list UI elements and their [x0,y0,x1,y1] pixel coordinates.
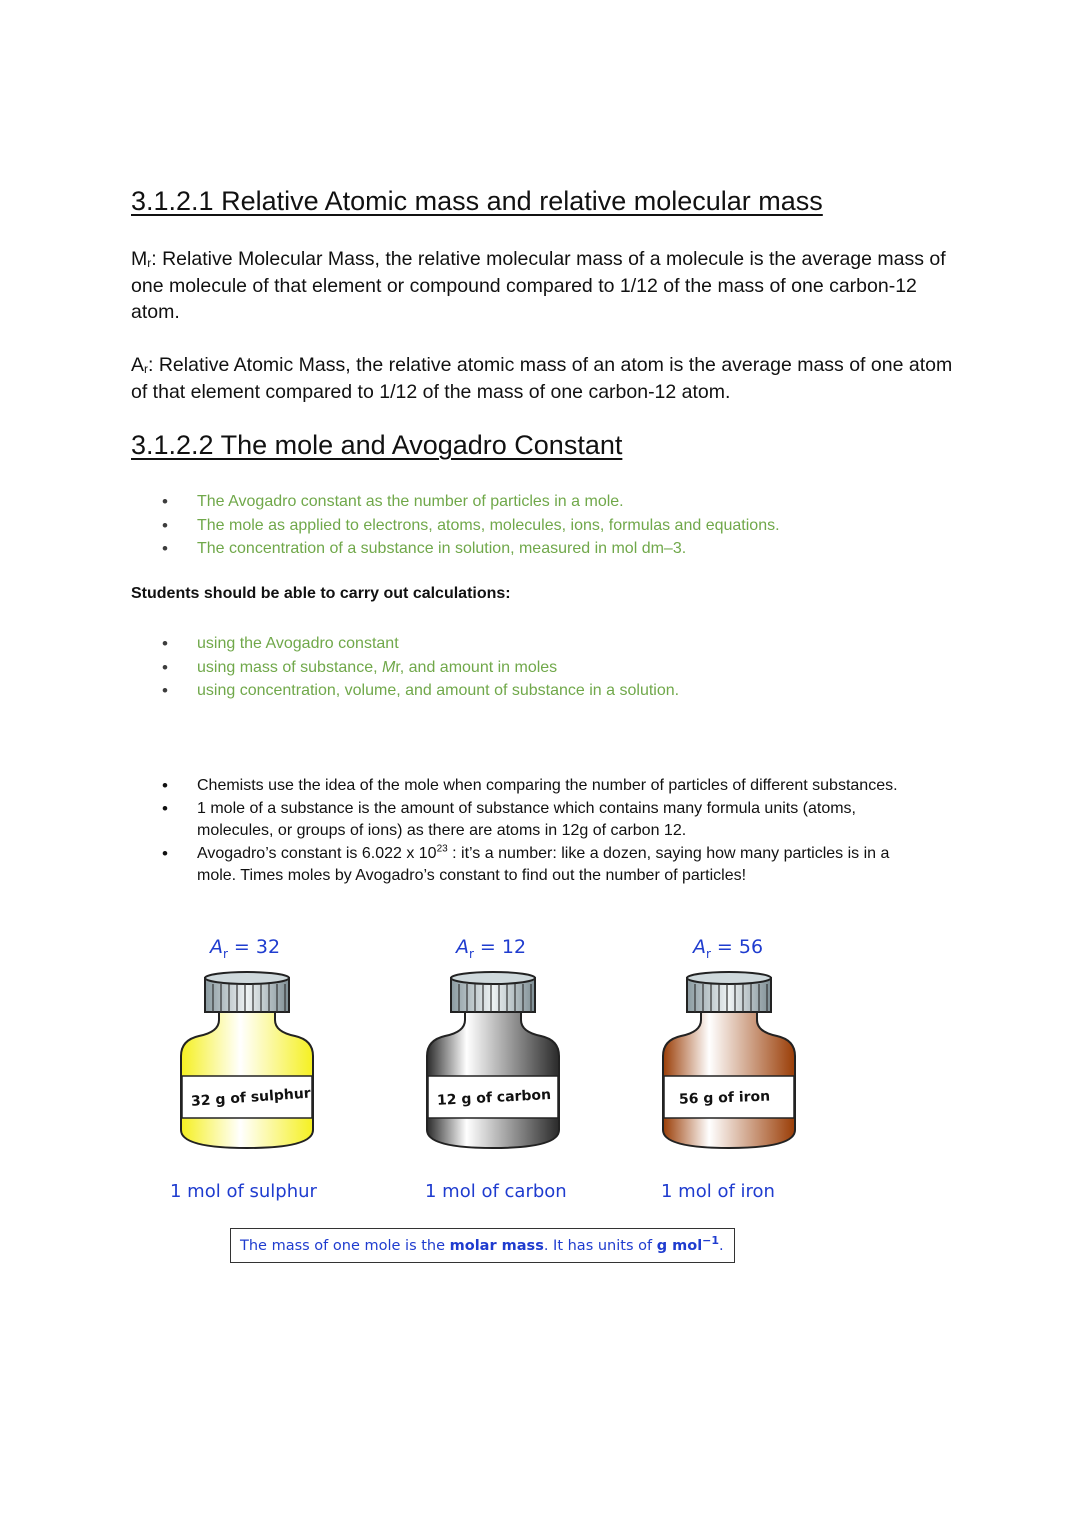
molar-exponent: −1 [702,1234,720,1248]
jar-ar-label [421,936,561,961]
ar-letter: A [692,936,706,958]
note-text: Avogadro’s constant is 6.022 x 10 [197,844,437,862]
jar-caption-sulphur: 1 mol of sulphur [170,1181,317,1202]
section-heading-relative-mass: 3.1.2.1 Relative Atomic mass and relative molecular mass [131,186,823,216]
jar-caption-iron: 1 mol of iron [661,1181,775,1202]
iron-jar-icon [659,970,799,1155]
jar-label-number: 12 [436,1091,457,1109]
jar-label-substance: g of carbon [456,1086,552,1108]
mr-subscript: r [147,256,152,270]
mr-definition-text: : Relative Molecular Mass, the relative molecular mass of a molecule is the average mass of one molecule of that element or compound compared to 1/12 of the mass of one carbon-12 atom. [131,248,946,323]
note-item: • 1 mole of a substance is the amount of substance which contains many formula units (atoms, molecules, or groups of ions) as there are atoms in 12g of carbon 12. [162,798,932,843]
jar-ar-label [658,936,798,961]
molar-mass-box [230,1228,735,1263]
calc-point: • using concentration, volume, and amount of substance in a solution. [162,679,679,703]
students-heading: Students should be able to carry out calculations: [131,585,511,602]
molar-text: . It has units of [543,1238,657,1254]
ar-symbol: A [131,354,145,376]
ar-sub: r [222,946,228,961]
calc-point-text: using mass of substance, [197,658,382,676]
ar-value: = 56 [710,936,764,958]
jar-label-substance: g of iron [698,1088,771,1108]
molar-text: . [719,1238,724,1254]
ar-letter: A [455,936,469,958]
jar-label-number: 56 [678,1091,699,1108]
sulphur-jar-icon [177,970,317,1155]
ar-value: = 12 [473,936,527,958]
ar-definition-text: : Relative Atomic Mass, the relative atomic mass of an atom is the average mass of one atom of that element compared to 1/12 of the mass of one carbon-12 atom. [131,354,953,403]
spec-point: • The mole as applied to electrons, atoms, molecules, ions, formulas and equations. [162,514,780,538]
molar-text: The mass of one mole is the [240,1238,450,1254]
calc-point-text: r, and amount in moles [395,658,558,676]
note-exponent: 23 [436,843,448,855]
jar-label-text [679,1089,771,1108]
molar-bold: molar mass [449,1238,544,1254]
ar-sub: r [705,946,711,961]
section-heading-mole: 3.1.2.2 The mole and Avogadro Constant [131,430,623,460]
calc-point-italic: M [381,658,396,676]
calc-point [162,656,679,680]
mr-definition [131,246,961,326]
mr-symbol: M [131,248,148,270]
spec-points-list [162,490,780,561]
calc-point: • using the Avogadro constant [162,632,679,656]
calc-points-list [162,632,679,703]
ar-sub: r [468,946,474,961]
notes-list [162,775,932,888]
note-item [162,843,932,888]
ar-subscript: r [144,362,149,376]
ar-letter: A [209,936,223,958]
spec-point: • The Avogadro constant as the number of particles in a mole. [162,490,780,514]
ar-value: = 32 [227,936,281,958]
jar-caption-carbon: 1 mol of carbon [425,1181,567,1202]
note-text: : it’s a number: like a dozen, saying how many particles is in a mole. Times moles by Avogadro’s constant to find out the number of particles! [197,844,890,884]
molar-unit: g mol [656,1238,703,1254]
jar-label-number: 32 [190,1092,212,1110]
jar-ar-label [175,936,315,961]
ar-definition [131,352,961,405]
jar-label-substance: g of sulphur [210,1085,312,1109]
spec-point: • The concentration of a substance in solution, measured in mol dm–3. [162,537,780,561]
note-item: • Chemists use the idea of the mole when comparing the number of particles of different substances. [162,775,932,798]
carbon-jar-icon [423,970,563,1155]
